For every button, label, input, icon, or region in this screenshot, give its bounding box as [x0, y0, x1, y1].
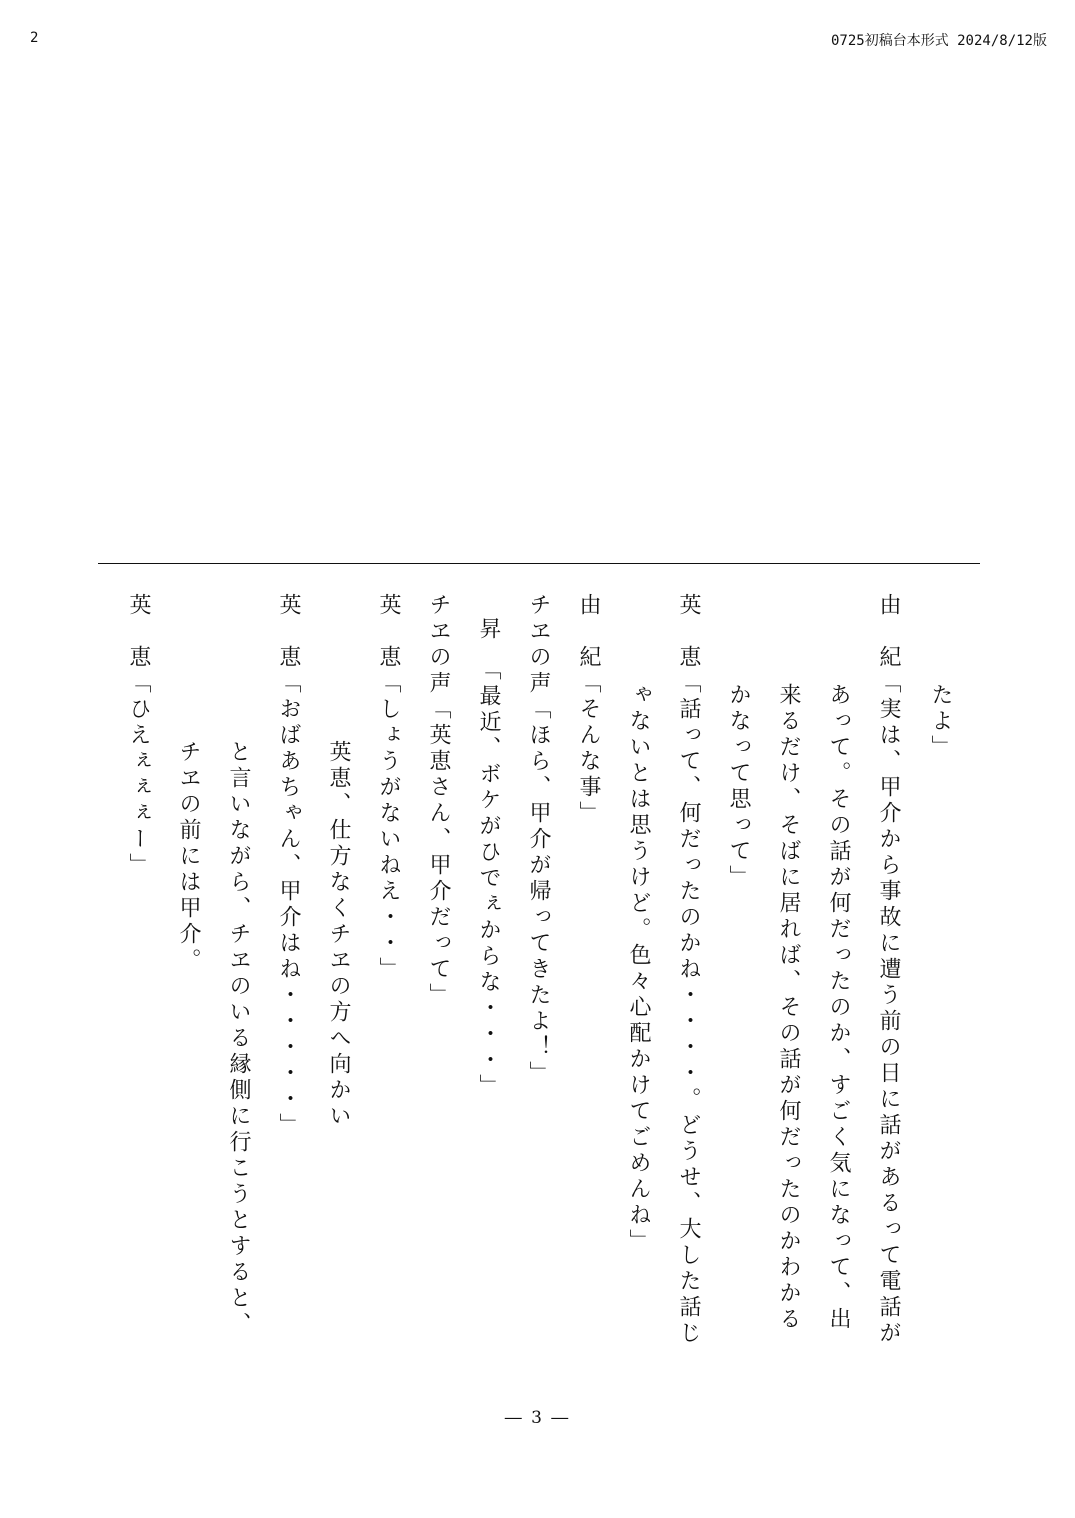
stage-direction: と言いながら、チヱのいる縁側に行こうとすると、 [226, 740, 251, 1338]
script-line: あって。その話が何だったのか、すごく気になって、出 [826, 683, 851, 1333]
script-line: 英 恵「話って、何だったのかね・・・・。どうせ、大した話じ [676, 593, 701, 1347]
script-line: 英 恵「ひえぇぇぇー」 [126, 593, 151, 879]
stage-direction: チヱの前には甲介。 [176, 740, 201, 974]
script-line: ゃないとは思うけど。色々心配かけてごめんね」 [626, 683, 651, 1255]
script-line: 来るだけ、そばに居れば、その話が何だったのかわかる [776, 683, 801, 1333]
document-version-label: 0725初稿台本形式 2024/8/12版 [830, 33, 1047, 49]
script-line: たよ」 [928, 683, 953, 761]
script-line: チヱの声「英恵さん、甲介だって」 [426, 593, 451, 1009]
page-counter: 2 [30, 30, 39, 46]
script-line: かなって思って」 [726, 683, 751, 891]
section-divider [98, 563, 980, 564]
page-number: ― 3 ― [504, 1408, 571, 1428]
script-line: 英 恵「しょうがないねえ・・」 [376, 593, 401, 983]
script-line: 由 紀「そんな事」 [576, 593, 601, 827]
script-line: チヱの声「ほら、甲介が帰ってきたよ！」 [526, 593, 551, 1087]
script-line: 昇 「最近、ボケがひでぇからな・・・」 [476, 617, 501, 1100]
script-line: 由 紀「実は、甲介から事故に遭う前の日に話があるって電話が [876, 593, 901, 1347]
script-line: 英 恵「おばあちゃん、甲介はね・・・・・」 [276, 593, 301, 1139]
stage-direction: 英恵、仕方なくチヱの方へ向かい [326, 740, 351, 1130]
